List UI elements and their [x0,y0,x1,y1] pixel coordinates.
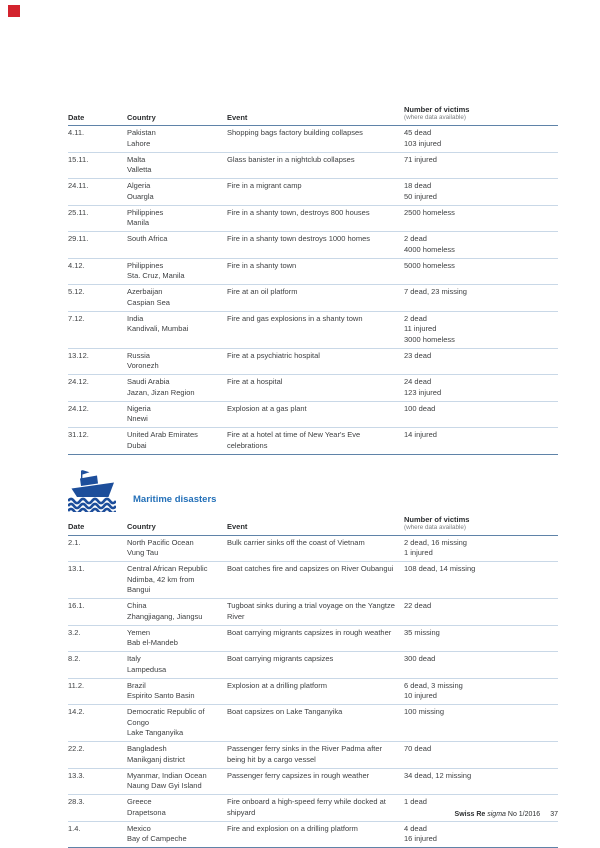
row-event: Fire at a psychiatric hospital [227,350,320,360]
row-victims [404,679,558,705]
row-victims [404,652,558,678]
row-victims [404,206,558,232]
victims-line: 35 missing [404,627,440,637]
footer-brand: Swiss Re [454,811,486,818]
country-line: Italy [127,654,141,663]
maritime-section-head [68,468,558,512]
country-line: Valletta [127,165,152,174]
table-header-row [68,515,558,536]
row-event: Fire at an oil platform [227,287,298,296]
row-country [127,153,227,179]
row-victims [404,285,558,311]
row-date: 25.11. [68,207,89,217]
column-header-event: Event [227,112,248,122]
footer-issue: No 1/2016 [507,811,541,818]
table-row [68,428,558,455]
country-line: Yemen [127,627,151,637]
row-victims [404,375,558,401]
country-line: Brazil [127,680,146,690]
row-victims [404,259,558,285]
footer-journal-name: sigma [487,811,506,818]
table-row [68,232,558,259]
victims-line: 34 dead, 12 missing [404,770,472,780]
country-line: Caspian Sea [127,297,170,307]
country-line: Ouargla [127,191,154,201]
row-date: 1.4. [68,823,81,833]
country-line: Zhangjiagang, Jiangsu [127,611,203,621]
row-date: 24.12. [68,403,89,413]
victims-line: 24 dead [404,377,432,386]
victims-line: 100 missing [404,707,445,716]
row-date: 14.2. [68,707,85,716]
victims-line: 103 injured [404,138,442,148]
victims-line: 71 injured [404,154,437,164]
row-victims [404,126,558,152]
row-event: Fire in a shanty town [227,260,297,270]
row-country [127,769,227,795]
maritime-disasters-table [68,515,558,848]
row-country [127,742,227,768]
country-line: Vung Tau [127,548,159,557]
row-date: 28.3. [68,797,85,806]
victims-line: 70 dead [404,744,432,753]
country-line: Lahore [127,138,151,148]
row-date: 5.12. [68,287,85,296]
row-victims [404,428,558,454]
row-event: Boat carrying migrants capsizes [227,654,334,663]
row-date: 22.2. [68,744,85,753]
row-event: Boat catches fire and capsizes on River Oubangui [227,564,394,573]
table-row [68,626,558,653]
country-line: United Arab Emirates [127,430,198,439]
table-row [68,562,558,599]
row-date: 31.12. [68,430,89,439]
row-event: Tugboat sinks during a trial voyage on the Yangtze River [227,601,395,621]
row-date: 3.2. [68,627,81,637]
row-victims [404,599,558,625]
page-corner-marker [8,5,20,17]
victims-line: 50 injured [404,191,437,201]
country-line: Democratic Republic of [127,707,205,716]
country-line: Saudi Arabia [127,377,170,386]
row-victims [404,349,558,375]
country-line: Malta [127,154,146,164]
maritime-section-title: Maritime disasters [133,493,217,505]
victims-line: 6 dead, 3 missing [404,680,463,690]
row-event: Explosion at a gas plant [227,403,307,413]
column-header-country: Country [127,522,156,531]
row-event: Bulk carrier sinks off the coast of Vietnam [227,537,365,547]
row-date: 4.12. [68,260,85,270]
row-victims [404,153,558,179]
country-line: India [127,313,144,323]
row-country [127,679,227,705]
row-country [127,562,227,598]
row-event: Explosion at a drilling platform [227,680,328,690]
row-event: Fire onboard a high-speed ferry while docked at shipyard [227,797,386,817]
victims-line: 1 dead [404,797,427,806]
row-country [127,705,227,741]
row-victims [404,312,558,348]
row-victims [404,742,558,768]
table-row [68,285,558,312]
country-line: Greece [127,797,152,806]
country-line: China [127,601,147,610]
victims-line: 5000 homeless [404,260,455,270]
victims-line: 14 injured [404,430,437,439]
country-line: Dubai [127,440,147,450]
row-country [127,795,227,821]
row-event: Boat capsizes on Lake Tanganyika [227,707,343,716]
row-country [127,259,227,285]
country-line: Manikganj district [127,754,185,764]
victims-line: 4 dead [404,823,427,833]
row-country [127,599,227,625]
row-date: 24.11. [68,181,89,190]
victims-line: 18 dead [404,181,432,190]
country-line: Jazan, Jizan Region [127,387,195,397]
row-date: 11.2. [68,680,85,690]
row-date: 4.11. [68,128,85,137]
page-number: 37 [550,811,558,818]
victims-line: 2500 homeless [404,207,455,217]
row-victims [404,562,558,598]
country-line: Manila [127,218,150,227]
table-row [68,375,558,402]
row-event: Passenger ferry capsizes in rough weather [227,770,370,780]
row-event: Fire in a shanty town destroys 1000 homes [227,234,370,243]
victims-header-label: Number of victims [404,514,470,524]
table-row [68,179,558,206]
column-header-date: Date [68,112,85,122]
row-country [127,375,227,401]
table-row [68,206,558,233]
row-event: Fire in a shanty town, destroys 800 houses [227,207,370,217]
row-country [127,349,227,375]
table-row [68,126,558,153]
row-country [127,126,227,152]
country-line: Sta. Cruz, Manila [127,271,185,280]
victims-line: 23 dead [404,350,432,360]
country-line: Espirito Santo Basin [127,691,195,700]
row-date: 29.11. [68,234,89,243]
column-header-victims [404,105,558,125]
column-header-event: Event [227,522,248,531]
country-line: Congo [127,717,150,727]
victims-line: 11 injured [404,324,437,333]
table-row [68,349,558,376]
victims-line: 1 injured [404,548,433,557]
row-date: 13.12. [68,350,89,360]
row-event: Fire at a hotel at time of New Year's Eve celebrations [227,430,361,450]
row-date: 7.12. [68,313,85,323]
country-line: Bangui [127,585,151,594]
row-country [127,206,227,232]
country-line: Naung Daw Gyi Island [127,781,202,790]
table-row [68,312,558,349]
ship-icon [68,470,116,512]
fire-disasters-table [68,105,558,455]
table-row [68,742,558,769]
table-row [68,402,558,429]
row-event: Fire and explosion on a drilling platform [227,823,358,833]
column-header-country: Country [127,112,156,122]
row-event: Boat carrying migrants capsizes in rough weather [227,627,392,637]
row-country [127,822,227,848]
row-country [127,428,227,454]
row-country [127,285,227,311]
row-country [127,179,227,205]
row-victims [404,822,558,848]
country-line: Pakistan [127,128,156,137]
victims-line: 16 injured [404,834,437,843]
country-line: South Africa [127,234,168,243]
row-country [127,626,227,652]
victims-line: 22 dead [404,601,432,610]
victims-line: 100 dead [404,403,436,413]
row-victims [404,402,558,428]
row-date: 8.2. [68,654,81,663]
row-date: 24.12. [68,377,89,386]
row-event: Shopping bags factory building collapses [227,128,363,137]
country-line: Nnewi [127,414,148,423]
row-country [127,536,227,562]
victims-line: 7 dead, 23 missing [404,287,467,296]
country-line: Lake Tanganyika [127,728,184,737]
country-line: Bay of Campeche [127,834,187,843]
country-line: Voronezh [127,361,159,370]
row-victims [404,769,558,795]
country-line: Russia [127,350,150,360]
row-victims [404,626,558,652]
victims-line: 108 dead, 14 missing [404,564,476,573]
country-line: Lampedusa [127,664,167,674]
row-event: Fire in a migrant camp [227,181,302,190]
row-date: 13.1. [68,564,85,573]
row-event: Fire and gas explosions in a shanty town [227,313,363,323]
victims-line: 10 injured [404,691,437,700]
table-row [68,259,558,286]
row-victims [404,179,558,205]
country-line: Central African Republic [127,564,208,573]
table-row [68,153,558,180]
victims-line: 4000 homeless [404,244,455,254]
row-event: Fire at a hospital [227,377,283,386]
row-country [127,402,227,428]
column-header-victims [404,515,558,535]
table-row [68,769,558,796]
page-content [68,105,558,848]
victims-header-label: Number of victims [404,105,470,114]
row-date: 15.11. [68,154,89,164]
table-row [68,536,558,563]
country-line: Nigeria [127,403,151,413]
victims-line: 2 dead, 16 missing [404,537,467,547]
country-line: North Pacific Ocean [127,537,194,547]
country-line: Azerbaijan [127,287,163,296]
country-line: Mexico [127,823,151,833]
victims-header-note: (where data available) [404,523,466,531]
country-line: Ndimba, 42 km from [127,574,195,584]
country-line: Drapetsona [127,807,166,817]
country-line: Kandivali, Mumbai [127,324,189,333]
table-header-row [68,105,558,126]
table-row [68,679,558,706]
country-line: Philippines [127,207,164,217]
victims-line: 2 dead [404,313,427,323]
victims-line: 2 dead [404,234,427,243]
row-country [127,232,227,258]
country-line: Myanmar, Indian Ocean [127,770,207,780]
victims-line: 45 dead [404,128,432,137]
row-victims [404,705,558,741]
victims-line: 300 dead [404,654,436,663]
row-victims [404,232,558,258]
country-line: Philippines [127,260,164,270]
table-row [68,705,558,742]
row-date: 2.1. [68,537,81,547]
country-line: Bab el-Mandeb [127,638,178,647]
row-event: Passenger ferry sinks in the River Padma after being hit by a cargo vessel [227,744,383,764]
row-date: 13.3. [68,770,85,780]
row-victims [404,536,558,562]
victims-header-note: (where data available) [404,114,466,121]
column-header-date: Date [68,522,85,531]
row-country [127,312,227,348]
row-event: Glass banister in a nightclub collapses [227,154,355,164]
country-line: Bangladesh [127,744,167,753]
country-line: Algeria [127,181,151,190]
victims-line: 123 injured [404,387,442,397]
table-row [68,599,558,626]
row-country [127,652,227,678]
table-row [68,822,558,848]
row-date: 16.1. [68,601,85,610]
page-footer [455,810,558,819]
victims-line: 3000 homeless [404,334,455,344]
table-row [68,652,558,679]
